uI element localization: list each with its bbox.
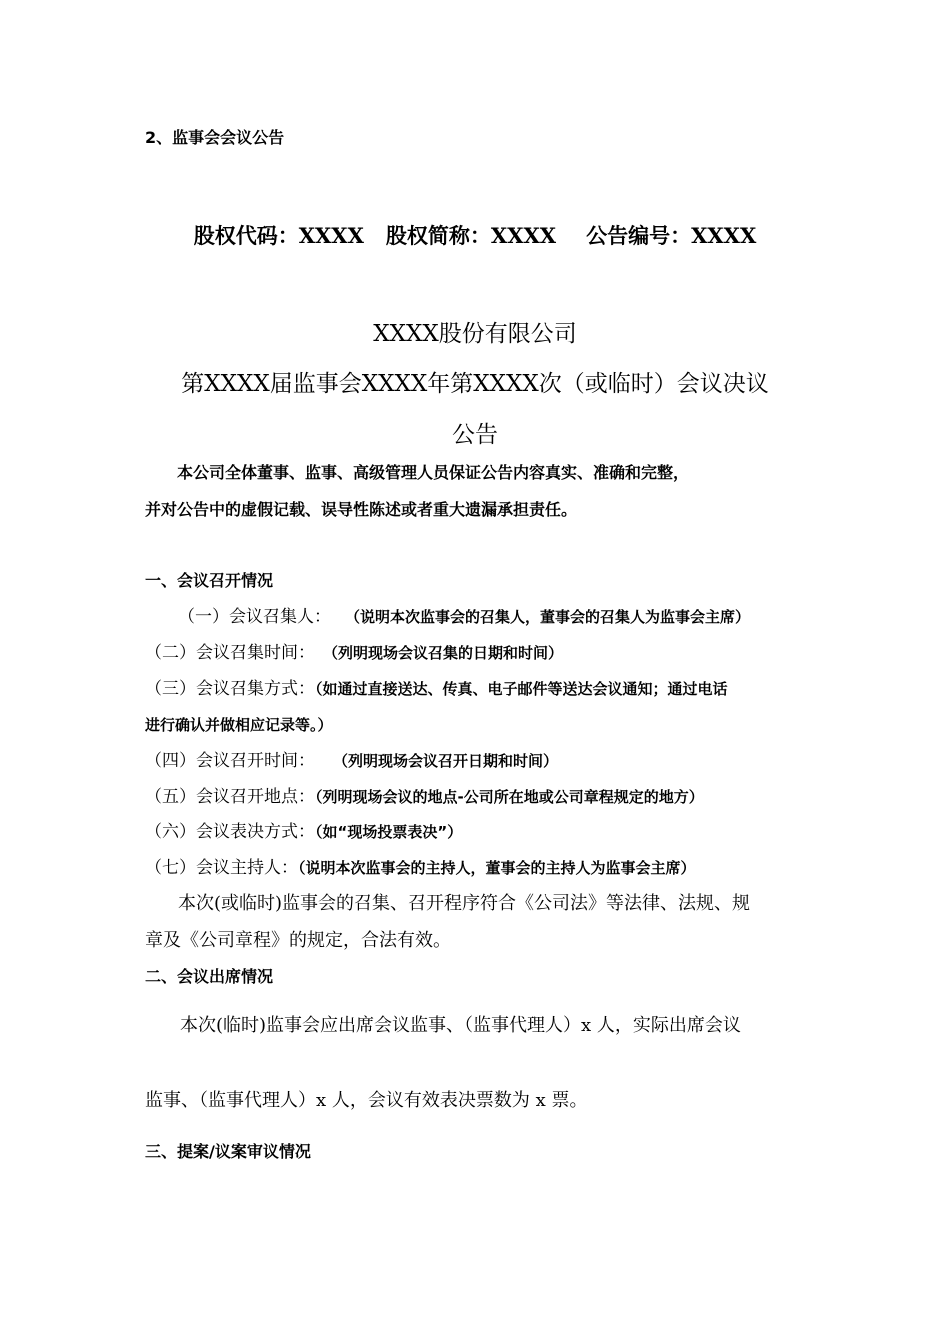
item-label: （一）会议召集人： bbox=[178, 607, 331, 627]
announcement-title: 第XXXX届监事会XXXX年第XXXX次（或临时）会议决议 bbox=[181, 371, 769, 397]
stock-code: 股权代码：XXXX bbox=[193, 223, 364, 248]
list-item bbox=[178, 607, 750, 627]
list-item bbox=[145, 822, 462, 842]
item-note: （说明本次监事会的召集人，董事会的召集人为监事会主席） bbox=[345, 608, 751, 626]
item-label: （七）会议主持人： bbox=[145, 858, 298, 878]
item-label: （四）会议召开时间： bbox=[145, 751, 315, 771]
announcement-title-suffix: 公告 bbox=[452, 422, 498, 448]
announcement-number: 公告编号：XXXX bbox=[586, 223, 757, 248]
attendance-line-1: 本次(临时)监事会应出席会议监事、（监事代理人）x 人，实际出席会议 bbox=[180, 1015, 741, 1036]
item-note: （列明现场会议召开日期和时间） bbox=[333, 752, 559, 770]
section-heading-attendance: 二、会议出席情况 bbox=[145, 967, 274, 986]
item-label: （三）会议召集方式： bbox=[145, 679, 315, 699]
section-subtitle: 2、监事会会议公告 bbox=[145, 128, 285, 147]
section-heading-proposals: 三、提案/议案审议情况 bbox=[145, 1142, 311, 1161]
item-note: （如通过直接送达、传真、电子邮件等送达会议通知；通过电话 bbox=[315, 680, 728, 698]
list-item bbox=[145, 643, 563, 663]
stock-abbreviation: 股权简称：XXXX bbox=[385, 223, 557, 248]
section-heading-meeting-convening: 一、会议召开情况 bbox=[145, 571, 274, 590]
statement-line-1: 本公司全体董事、监事、高级管理人员保证公告内容真实、准确和完整， bbox=[177, 463, 690, 482]
list-item bbox=[145, 858, 696, 878]
item-label: （二）会议召集时间： bbox=[145, 643, 315, 663]
item-note: （如“现场投票表决”） bbox=[315, 823, 463, 841]
item-note: （说明本次监事会的主持人，董事会的主持人为监事会主席） bbox=[298, 859, 696, 877]
legality-paragraph-line-2: 章及《公司章程》的规定，合法有效。 bbox=[145, 930, 451, 951]
item-label: （五）会议召开地点： bbox=[145, 787, 315, 807]
item-note-continued: 进行确认并做相应记录等。） bbox=[145, 716, 333, 734]
item-note: （列明现场会议的地点-公司所在地或公司章程规定的地方） bbox=[315, 788, 704, 806]
stock-info-header bbox=[0, 223, 950, 249]
attendance-line-2: 监事、（监事代理人）x 人，会议有效表决票数为 x 票。 bbox=[145, 1090, 588, 1111]
list-item bbox=[145, 715, 333, 735]
statement-line-2: 并对公告中的虚假记载、误导性陈述或者重大遗漏承担责任。 bbox=[145, 500, 578, 519]
list-item bbox=[145, 751, 558, 771]
list-item bbox=[145, 679, 728, 699]
legality-paragraph-line-1: 本次(或临时)监事会的召集、召开程序符合《公司法》等法律、法规、规 bbox=[178, 893, 751, 914]
item-note: （列明现场会议召集的日期和时间） bbox=[323, 644, 564, 662]
company-name: XXXX股份有限公司 bbox=[373, 321, 577, 347]
list-item bbox=[145, 787, 704, 807]
item-label: （六）会议表决方式： bbox=[145, 822, 315, 842]
